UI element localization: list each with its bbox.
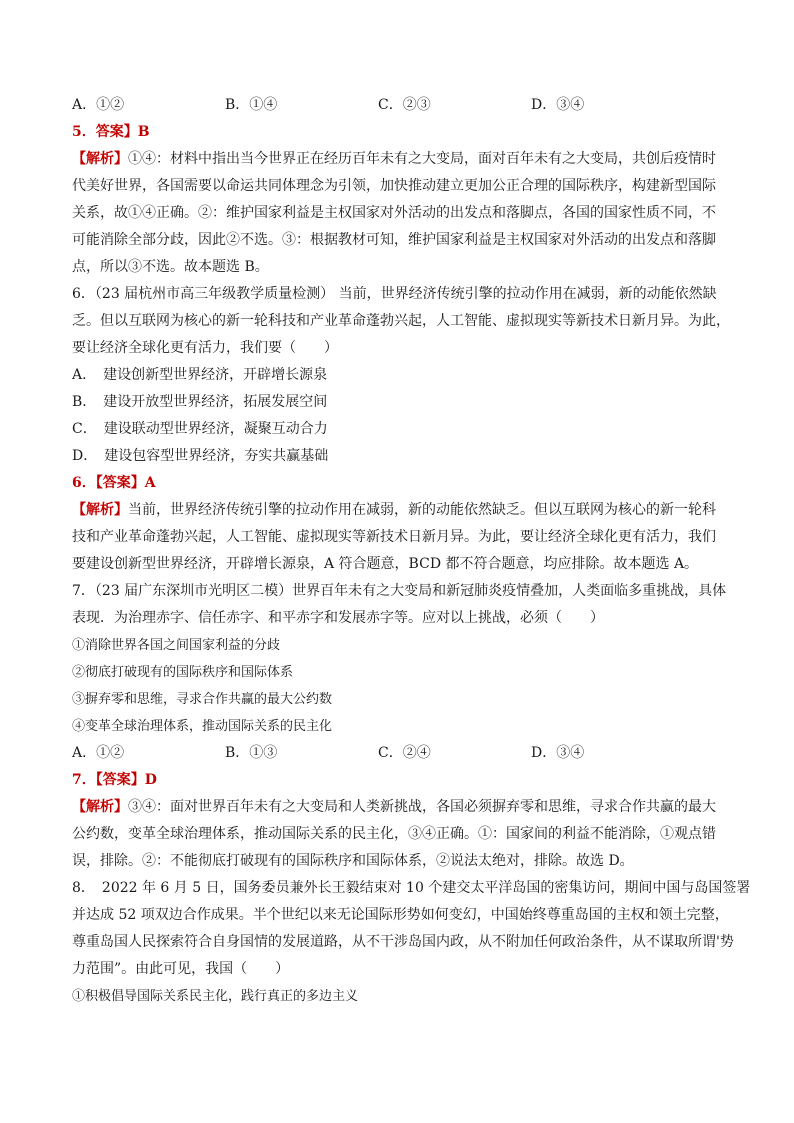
q7-option-c: C．②④ [378,745,431,761]
q6-explanation-label: 【解析】 [72,502,128,518]
q7-explanation-line-1: 【解析】③④：面对世界百年未有之大变局和人类新挑战，各国必须摒弃零和思维，寻求合作共赢的最大 [72,799,716,815]
q7-option-d: D．③④ [531,745,585,761]
q7-item-1: ①消除世界各国之间国家利益的分歧 [72,638,281,653]
q7-option-b: B．①③ [225,745,278,761]
q5-explanation-line-2: 代美好世界，各国需要以命运共同体理念为引领，加快推动建立更加公正合理的国际秩序，构建新型国际 [72,178,716,194]
q7-option-a: A．①② [72,745,125,761]
q6-explanation-line-2: 技和产业革命蓬勃兴起，人工智能、虚拟现实等新技术日新月异。为此，要让经济全球化更有活力，我们 [72,529,716,545]
q7-explanation-line-3: 误，排除。②：不能彻底打破现有的国际秩序和国际体系，②说法太绝对，排除。故选 D。 [72,853,634,869]
q8-item-1: ①积极倡导国际关系民主化，践行真正的多边主义 [72,989,359,1004]
q6-option-c: C． 建设联动型世界经济，凝聚互动合力 [72,421,328,437]
q5-explanation-line-4: 可能消除全部分歧，因此②不选。③：根据教材可知，维护国家利益是主权国家对外活动的出发点和落脚 [72,232,716,248]
q5-explanation-label: 【解析】 [72,151,128,167]
q4-options [72,92,722,119]
exam-page [72,92,751,1010]
q6-option-d: D． 建设包容型世界经济，夯实共赢基础 [72,448,329,464]
q4-option-b: B．①④ [225,97,278,113]
q6-option-b: B． 建设开放型世界经济，拓展发展空间 [72,394,328,410]
q6-stem-line-1: 6．（23 届杭州市高三年级教学质量检测） 当前，世界经济传统引擎的拉动作用在减弱，新的动能依然缺 [72,286,717,302]
q4-option-c: C．②③ [378,97,431,113]
q6-stem-line-3: 要让经济全球化更有活力，我们要（ ） [72,340,338,356]
q5-explanation-line-1: 【解析】①④：材料中指出当今世界正在经历百年未有之大变局，面对百年未有之大变局，共创后疫情时 [72,151,716,167]
q4-option-a: A．①② [72,97,125,113]
q7-stem-line-2: 表现．为治理赤字、信任赤字、和平赤字和发展赤字等。应对以上挑战，必须（ ） [72,610,604,626]
q8-stem-line-1: 8． 2022 年 6 月 5 日，国务委员兼外长王毅结束对 10 个建交太平洋岛国的密集访问，期间中国与岛国签署 [72,880,751,896]
q7-item-2: ②彻底打破现有的国际秩序和国际体系 [72,665,294,680]
q4-option-d: D．③④ [531,97,585,113]
q8-stem-line-3: 尊重岛国人民探索符合自身国情的发展道路，从不干涉岛国内政，从不附加任何政治条件，从不谋取所谓'势 [72,934,734,950]
q5-explanation-line-3: 关系，故①④正确。②：维护国家利益是主权国家对外活动的出发点和落脚点，各国的国家性质不同，不 [72,205,716,221]
q8-stem-line-4: 力范围”。由此可见，我国（ ） [72,961,290,977]
q6-stem-line-2: 乏。但以互联网为核心的新一轮科技和产业革命蓬勃兴起，人工智能、虚拟现实等新技术日新月异。为此， [72,313,730,329]
q5-answer: 5．答案】B [72,124,150,140]
q5-explanation-line-5: 点，所以③不选。故本题选 B。 [72,259,269,275]
q8-stem-line-2: 并达成 52 项双边合作成果。半个世纪以来无论国际形势如何变幻，中国始终尊重岛国的主权和领土完整， [72,907,729,923]
q7-options [72,740,722,767]
q6-option-a: A． 建设创新型世界经济，开辟增长源泉 [72,367,328,383]
q7-explanation-label: 【解析】 [72,799,128,815]
q7-answer: 7．【答案】D [72,772,157,788]
q6-explanation-line-1: 【解析】当前，世界经济传统引擎的拉动作用在减弱，新的动能依然缺乏。但以互联网为核心的新一轮科 [72,502,716,518]
q6-explanation-line-3: 要建设创新型世界经济，开辟增长源泉，A 符合题意，BCD 都不符合题意，均应排除。故本题选 A。 [72,556,699,572]
q6-answer: 6．【答案】A [72,475,156,491]
q7-stem-line-1: 7．（23 届广东深圳市光明区二模）世界百年未有之大变局和新冠肺炎疫情叠加，人类面临多重挑战，具体 [72,583,727,599]
q7-item-4: ④变革全球治理体系，推动国际关系的民主化 [72,719,333,734]
q7-explanation-line-2: 公约数，变革全球治理体系，推动国际关系的民主化，③④正确。①：国家间的利益不能消除，①观点错 [72,826,716,842]
q7-item-3: ③摒弃零和思维，寻求合作共赢的最大公约数 [72,692,333,707]
